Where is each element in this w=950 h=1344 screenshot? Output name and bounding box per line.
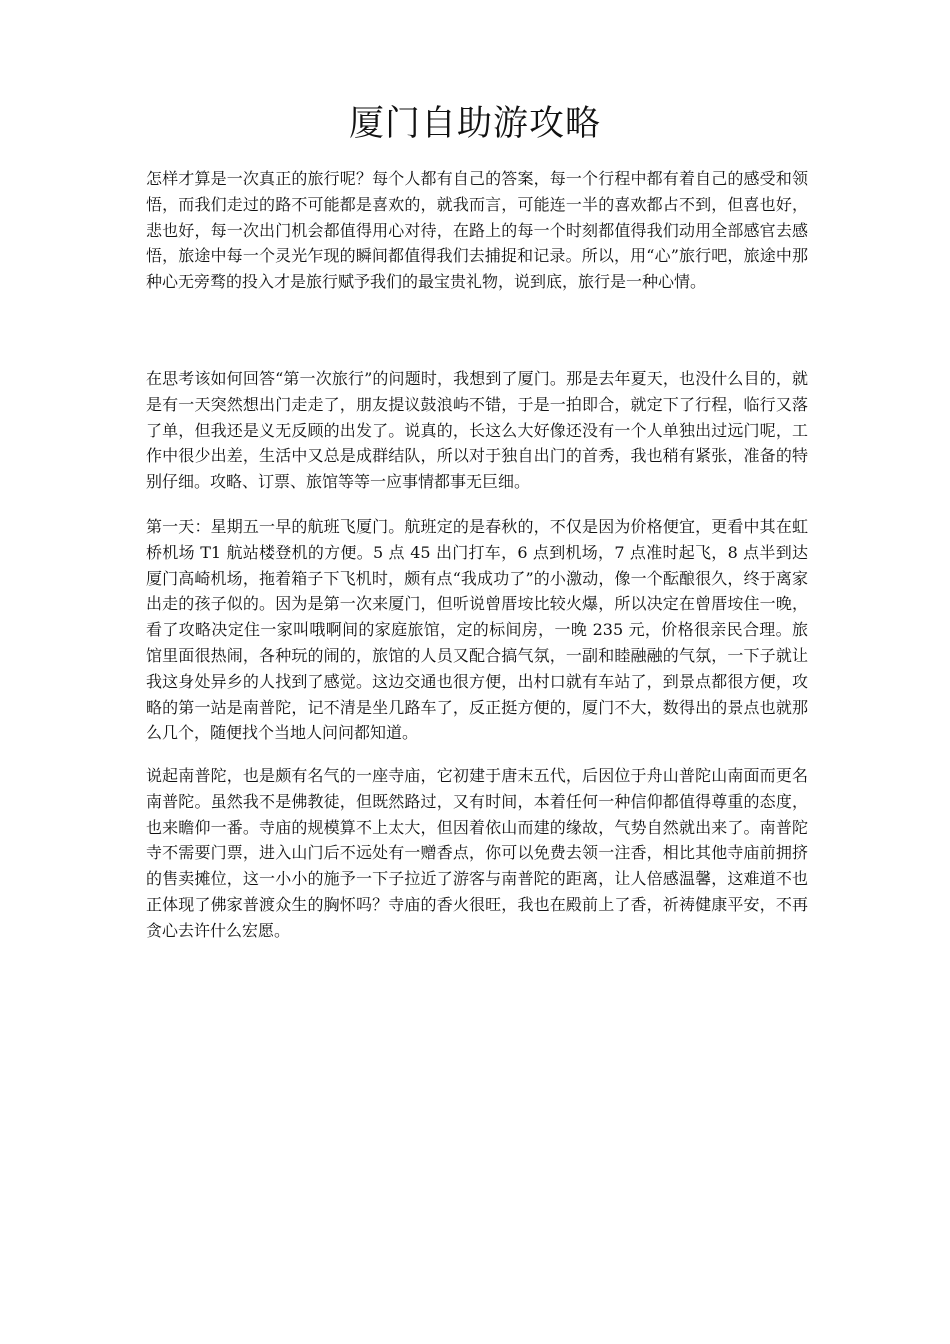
- paragraph-first-trip: 在思考该如何回答“第一次旅行”的问题时，我想到了厦门。那是去年夏天，也没什么目的，就是有一天突然想出门走走了，朋友提议鼓浪屿不错，于是一拍即合，就定下了行程，临行又落了单，但我还是义无反顾的出发了。说真的，长这么大好像还没有一个人单独出过远门呢，工作中很少出差，生活中又总是成群结队，所以对于独自出门的首秀，我也稍有紧张，准备的特别仔细。攻略、订票、旅馆等等一应事情都事无巨细。: [146, 369, 808, 492]
- paragraph-nanputuo: 说起南普陀，也是颇有名气的一座寺庙，它初建于唐末五代，后因位于舟山普陀山南面而更名南普陀。虽然我不是佛教徒，但既然路过，又有时间，本着任何一种信仰都值得尊重的态度，也来瞻仰一番。寺庙的规模算不上太大，但因着依山而建的缘故，气势自然就出来了。南普陀寺不需要门票，进入山门后不远处有一赠香点，你可以免费去领一注香，相比其他寺庙前拥挤的售卖摊位，这一小小的施予一下子拉近了游客与南普陀的距离，让人倍感温馨，这难道不也正体现了佛家普渡众生的胸怀吗？寺庙的香火很旺，我也在殿前上了香，祈祷健康平安，不再贪心去许什么宏愿。: [146, 766, 808, 940]
- paragraph-day-one: 第一天：星期五一早的航班飞厦门。航班定的是春秋的，不仅是因为价格便宜，更看中其在虹桥机场 T1 航站楼登机的方便。5 点 45 出门打车，6 点到机场，7 点准时起飞，8 点半到达厦门高崎机场，拖着箱子下飞机时，颇有点“我成功了”的小激动，像一个酝酿很久，终于离家出走的孩子似的。因为是第一次来厦门，但听说曾厝垵比较火爆，所以决定在曾厝垵住一晚，看了攻略决定住一家叫哦啊间的家庭旅馆，定的标间房，一晚 235 元，价格很亲民合理。旅馆里面很热闹，各种玩的闹的，旅馆的人员又配合搞气氛，一副和睦融融的气氛，一下子就让我这身处异乡的人找到了感觉。这边交通也很方便，出村口就有车站了，到景点都很方便，攻略的第一站是南普陀，记不清是坐几路车了，反正挺方便的，厦门不大，数得出的景点也就那么几个，随便找个当地人问问都知道。: [146, 517, 808, 743]
- document-title: 厦门自助游攻略: [348, 104, 601, 144]
- paragraph-intro: 怎样才算是一次真正的旅行呢？每个人都有自己的答案，每一个行程中都有着自己的感受和领悟，而我们走过的路不可能都是喜欢的，就我而言，可能连一半的喜欢都占不到，但喜也好，悲也好，每一次出门机会都值得用心对待，在路上的每一个时刻都值得我们动用全部感官去感悟，旅途中每一个灵光乍现的瞬间都值得我们去捕捉和记录。所以，用“心”旅行吧，旅途中那种心无旁骛的投入才是旅行赋予我们的最宝贵礼物，说到底，旅行是一种心情。: [146, 169, 808, 292]
